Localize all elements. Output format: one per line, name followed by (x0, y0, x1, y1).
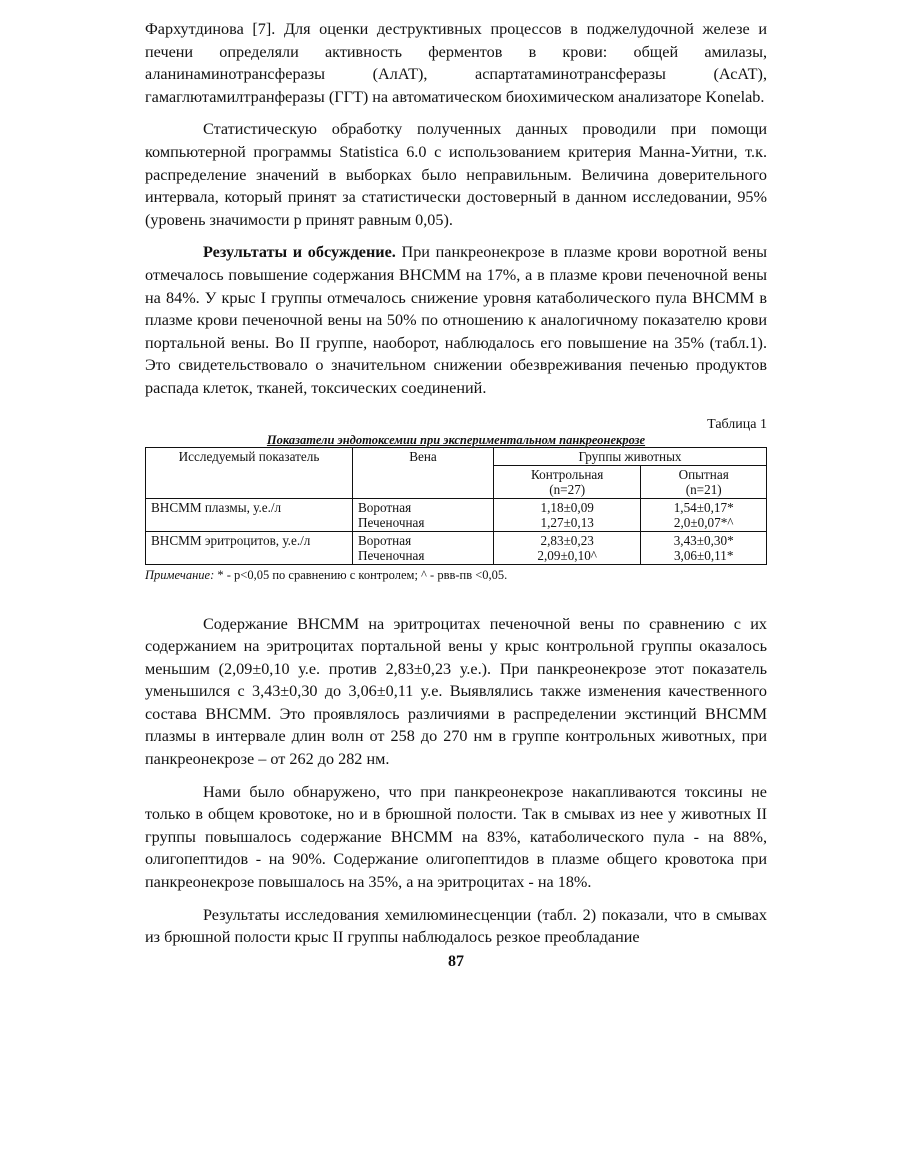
vein-hepatic: Печеночная (358, 547, 425, 563)
row-indicator: ВНСММ плазмы, у.е./л (146, 498, 353, 531)
paragraph-statistics: Статистическую обработку полученных данных проводили при помощи компьютерной программы Statistica 6.0 с использованием критерия Манна-Уитни, т.к. распределение значений в выборках было неправильным. Величина доверительного интервала, который принят за статистически достоверный в данном исследовании, 95% (уровень значимости р принят равным 0,05). (145, 120, 767, 229)
page-number: 87 (448, 952, 464, 970)
header-control (494, 465, 641, 498)
header-experimental-n: (n=21) (685, 481, 722, 497)
row-indicator: ВНСММ эритроцитов, у.е./л (146, 531, 353, 564)
vein-hepatic: Печеночная (358, 514, 425, 530)
control-portal-value: 2,83±0,23 (540, 532, 594, 548)
header-vein: Вена (353, 447, 494, 498)
experimental-portal-value: 1,54±0,17* (673, 499, 734, 515)
row-experimental (641, 531, 767, 564)
header-control-label: Контрольная (531, 466, 604, 482)
row-vein (353, 531, 494, 564)
row-experimental (641, 498, 767, 531)
header-indicator: Исследуемый показатель (146, 447, 353, 498)
header-control-n: (n=27) (549, 481, 586, 497)
endotoxemia-table (145, 447, 767, 565)
row-vein (353, 498, 494, 531)
vein-portal: Воротная (358, 532, 412, 548)
experimental-portal-value: 3,43±0,30* (673, 532, 734, 548)
table-caption: Показатели эндотоксемии при экспериментальном панкреонекрозе (266, 432, 646, 447)
header-groups: Группы животных (494, 447, 767, 465)
table-note (145, 567, 767, 583)
paragraph-erythrocytes: Содержание ВНСММ на эритроцитах печеночной вены по сравнению с их содержанием на эритроцитах портальной вены у крыс контрольной группы оказалось меньшим (2,09±0,10 у.е. против 2,83±0,23 у.е.). При панкреонекрозе этот показатель уменьшился с 3,43±0,30 до 3,06±0,11 у.е. Выявлялись также изменения качественного состава ВНСММ. Это проявлялось различиями в распределении экстинций ВНСММ плазмы в интервале длин волн от 258 до 270 нм в группе контрольных животных, при панкреонекрозе – от 262 до 282 нм. (145, 614, 767, 769)
vein-portal: Воротная (358, 499, 412, 515)
control-hepatic-value: 1,27±0,13 (540, 514, 594, 530)
control-hepatic-value: 2,09±0,10^ (537, 547, 597, 563)
row-control (494, 498, 641, 531)
note-label: Примечание: (145, 567, 215, 582)
results-heading: Результаты и обсуждение. (203, 243, 396, 262)
table-number: Таблица 1 (707, 416, 767, 432)
control-portal-value: 1,18±0,09 (540, 499, 594, 515)
header-experimental (641, 465, 767, 498)
table-row (146, 498, 767, 531)
header-experimental-label: Опытная (678, 466, 729, 482)
experimental-hepatic-value: 3,06±0,11* (673, 547, 734, 563)
table-row (146, 531, 767, 564)
paragraph-chemiluminescence: Результаты исследования хемилюминесценции (табл. 2) показали, что в смывах из брюшной полости крыс II группы наблюдалось резкое преобладание (145, 905, 767, 947)
experimental-hepatic-value: 2,0±0,07*^ (673, 514, 734, 530)
note-text: * - р<0,05 по сравнению с контролем; ^ - рвв-пв <0,05. (214, 567, 508, 582)
results-body: При панкреонекрозе в плазме крови воротной вены отмечалось повышение содержания ВНСММ на 17%, а в плазме крови печеночной вены на 84%. У крыс I группы отмечалось снижение уровня катаболического пула ВНСММ в плазме крови печеночной вены на 50% по отношению к аналогичному показателю крови портальной вены. Во II группе, наоборот, наблюдалось его повышение на 35% (табл.1). Это свидетельствовало о значительном снижении обезвреживания печенью продуктов распада клеток, тканей, токсических соединений. (145, 243, 768, 397)
row-control (494, 531, 641, 564)
paragraph-toxins: Нами было обнаружено, что при панкреонекрозе накапливаются токсины не только в общем кровотоке, но и в брюшной полости. Так в смывах из нее у животных II группы повышалось содержание ВНСММ на 83%, катаболического пула - на 88%, олигопептидов - на 90%. Содержание олигопептидов в плазме общего кровотока при панкреонекрозе повышалось на 35%, а на эритроцитах - на 18%. (145, 782, 767, 892)
paragraph-intro: Фархутдинова [7]. Для оценки деструктивных процессов в поджелудочной железе и печени определяли активность ферментов в крови: общей амилазы, аланинаминотрансферазы (АлАТ), аспартатаминотрансферазы (АсАТ), гамаглютамилтранферазы (ГГТ) на автоматическом биохимическом анализаторе Konelab. (145, 20, 767, 106)
page-content (145, 18, 767, 971)
paragraph-results (145, 241, 767, 399)
